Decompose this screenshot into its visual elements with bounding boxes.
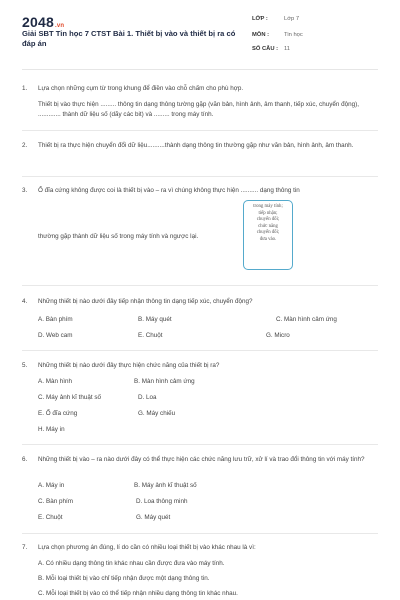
answer-option[interactable]: A. Màn hình	[38, 378, 72, 385]
question-divider	[22, 350, 378, 351]
word-bank-item: chức năng	[258, 223, 278, 229]
question-divider	[22, 533, 378, 534]
answer-option[interactable]: C. Bàn phím	[38, 498, 73, 505]
question-5	[22, 361, 378, 372]
answer-option[interactable]: A. Bàn phím	[38, 316, 73, 323]
question-text: Lựa chọn phương án đúng, lí do cần có nhiều loại thiết bị vào khác nhau là vì:	[38, 544, 256, 551]
meta-count-value: 11	[284, 46, 291, 52]
question-text: Những thiết bị nào dưới đây tiếp nhận thông tin dạng tiếp xúc, chuyển động?	[38, 298, 253, 305]
question-divider	[22, 285, 378, 286]
word-bank-item: chuyển đổi;	[256, 230, 280, 236]
answer-option[interactable]: A. Có nhiều dạng thông tin khác nhau cần được đưa vào máy tính.	[38, 560, 225, 567]
question-3-continued	[22, 232, 242, 243]
answer-option[interactable]: G. Máy chiếu	[138, 410, 176, 417]
question-1	[22, 84, 378, 121]
page-header	[0, 0, 400, 66]
question-number: 6.	[22, 456, 28, 463]
question-text: Thiết bị ra thực hiện chuyển đổi dữ liệu..........thành dạng thông tin thường gặp như văn bản, hình ảnh, âm thanh.	[38, 142, 354, 149]
answer-option[interactable]: B. Máy ảnh kĩ thuật số	[134, 482, 197, 489]
answer-option[interactable]: E. Chuột	[138, 332, 163, 339]
answer-option[interactable]: A. Máy in	[38, 482, 65, 489]
question-7	[22, 543, 378, 554]
question-text: Những thiết bị vào – ra nào dưới đây có thể thực hiện các chức năng lưu trữ, xử lí và trao đổi thông tin với máy tính?	[38, 456, 365, 463]
site-logo[interactable]	[22, 14, 64, 30]
question-number: 1.	[22, 85, 28, 92]
answer-option[interactable]: D. Web cam	[38, 332, 73, 339]
word-bank-item: chuyển đổi;	[256, 217, 280, 223]
answer-option[interactable]: B. Mỗi loại thiết bị vào chỉ tiếp nhận được một dạng thông tin.	[38, 575, 210, 582]
question-number: 2.	[22, 142, 28, 149]
question-number: 3.	[22, 187, 28, 194]
answer-option[interactable]: D. Loa thông minh	[136, 498, 188, 505]
question-divider	[22, 444, 378, 445]
meta-class-value: Lớp 7	[284, 16, 300, 22]
answer-option[interactable]: G. Micro	[266, 332, 290, 339]
question-divider	[22, 176, 378, 177]
answer-option[interactable]: C. Mỗi loại thiết bị vào có thể tiếp nhận nhiều dạng thông tin khác nhau.	[38, 590, 238, 597]
document-title: Giải SBT Tin học 7 CTST Bài 1. Thiết bị vào và thiết bị ra có đáp án	[22, 29, 236, 48]
question-3	[22, 186, 378, 197]
meta-class-key: LỚP :	[252, 16, 268, 22]
meta-subject-value: Tin học	[284, 32, 303, 38]
header-divider	[22, 69, 378, 70]
answer-option[interactable]: H. Máy in	[38, 426, 65, 433]
question-divider	[22, 130, 378, 131]
word-bank-item: trong máy tính;	[253, 204, 283, 209]
question-text: Những thiết bị nào dưới đây thực hiện chức năng của thiết bị ra?	[38, 362, 220, 369]
answer-option[interactable]: B. Máy quét	[138, 316, 172, 323]
answer-option[interactable]: E. Ổ đĩa cứng	[38, 410, 78, 417]
logo-main: 2048	[22, 14, 54, 30]
word-bank-box	[243, 200, 293, 270]
answer-option[interactable]: G. Máy quét	[136, 514, 171, 521]
question-4	[22, 297, 378, 308]
word-bank-item: tiếp nhận;	[258, 210, 278, 216]
question-text-continued: thường gặp thành dữ liệu số trong máy tính và ngược lại.	[38, 233, 199, 240]
meta-subject-key: MÔN :	[252, 32, 270, 38]
answer-option[interactable]: C. Màn hình cảm ứng	[276, 316, 337, 323]
question-number: 7.	[22, 544, 28, 551]
question-6	[22, 455, 378, 466]
answer-option[interactable]: E. Chuột	[38, 514, 63, 521]
logo-suffix: .vn	[54, 23, 65, 29]
question-number: 5.	[22, 362, 28, 369]
answer-option[interactable]: C. Máy ảnh kĩ thuật số	[38, 394, 101, 401]
answer-option[interactable]: B. Màn hình cảm ứng	[134, 378, 195, 385]
question-text: Lựa chọn những cụm từ trong khung để điền vào chỗ chấm cho phù hợp.	[38, 85, 244, 92]
answer-option[interactable]: D. Loa	[138, 394, 157, 401]
word-bank-item: đưa vào.	[259, 236, 277, 242]
question-number: 4.	[22, 298, 28, 305]
question-fill-text: Thiết bị vào thực hiện ......... thông tin dạng thông tường gặp (văn bản, hình ảnh, âm thanh, tiếp xúc, chuyển động), ............. thành dữ liệu số (dãy các bit) và ......... trong máy tính.	[38, 100, 359, 119]
question-2	[22, 141, 378, 152]
question-text: Ổ đĩa cứng không được coi là thiết bị vào – ra vì chúng không thực hiện .......... dạng thông tin	[38, 187, 300, 194]
meta-count-key: SỐ CÂU :	[252, 46, 279, 52]
